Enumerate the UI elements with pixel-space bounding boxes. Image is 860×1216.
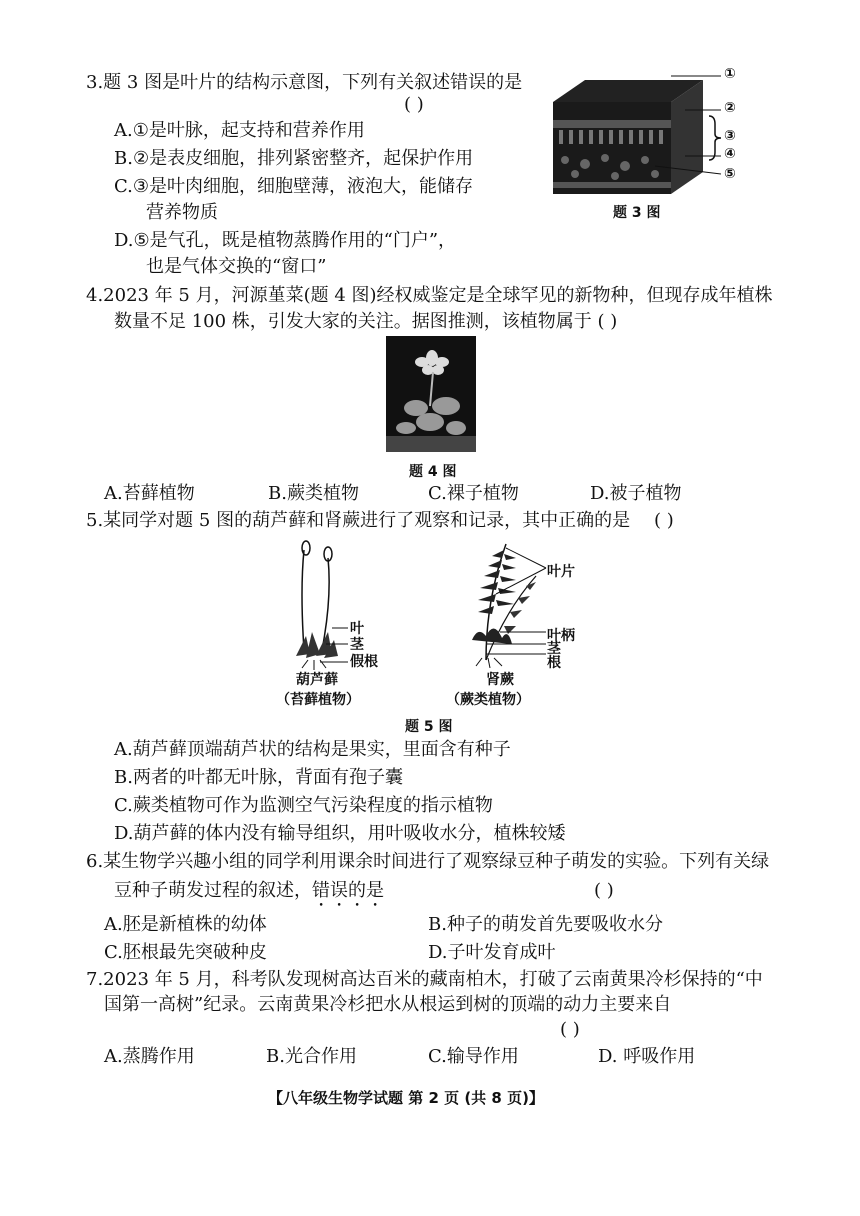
q3-option-d-cont: 也是气体交换的“窗口” (146, 256, 327, 277)
moss-label-stem: 茎 (350, 637, 364, 653)
q6-option-b: B.种子的萌发首先要吸收水分 (428, 914, 663, 935)
fig3-label-5: ⑤ (724, 166, 736, 182)
q6-stem-cont (114, 878, 384, 911)
fern-label-stem: 茎 (547, 641, 561, 657)
q6-answer-paren: ( ) (594, 880, 614, 901)
q6-option-a: A.胚是新植株的幼体 (104, 914, 267, 935)
q5-stem: 5.某同学对题 5 图的葫芦藓和肾蕨进行了观察和记录，其中正确的是 (86, 510, 631, 531)
fern-name: 肾蕨 (486, 672, 514, 688)
q3-answer-paren: ( ) (404, 94, 424, 115)
q6-stem-prefix: 豆种子萌发过程的叙述， (114, 880, 312, 901)
fig5-caption: 题 5 图 (405, 719, 453, 735)
q6-option-d: D.子叶发育成叶 (428, 942, 556, 963)
fern-label-root: 根 (547, 655, 561, 671)
fig3-label-3: ③ (724, 128, 736, 144)
fig4-caption: 题 4 图 (409, 464, 457, 480)
q7-answer-paren: ( ) (560, 1019, 580, 1040)
moss-label-rhizoid: 假根 (350, 654, 378, 670)
q4-stem: 4.2023 年 5 月，河源堇菜(题 4 图)经权威鉴定是全球罕见的新物种，但现存成年植株 (86, 285, 773, 306)
moss-name: 葫芦藓 (296, 672, 338, 688)
q3-option-c-cont: 营养物质 (146, 202, 218, 223)
q3-option-b: B.②是表皮细胞，排列紧密整齐，起保护作用 (114, 148, 474, 169)
q5-answer-paren: ( ) (654, 510, 674, 531)
q3-option-a: A.①是叶脉，起支持和营养作用 (114, 120, 365, 141)
fern-type: （蕨类植物） (446, 692, 530, 708)
q4-option-b: B.蕨类植物 (268, 483, 359, 504)
page-footer: 【八年级生物学试题 第 2 页 (共 8 页)】 (268, 1089, 544, 1107)
q3-option-d: D.⑤是气孔，既是植物蒸腾作用的“门户”， (114, 230, 457, 251)
fig3-label-1: ① (724, 66, 736, 82)
q7-option-a: A.蒸腾作用 (104, 1046, 195, 1067)
fern-figure (456, 540, 552, 668)
q7-stem: 7.2023 年 5 月，科考队发现树高达百米的藏南柏木，打破了云南黄果冷杉保持的“中 (86, 969, 763, 990)
moss-label-leaf: 叶 (350, 621, 364, 637)
q5-option-b: B.两者的叶都无叶脉，背面有孢子囊 (114, 767, 403, 788)
q6-option-c: C.胚根最先突破种皮 (104, 942, 267, 963)
fern-label-blade: 叶片 (547, 564, 575, 580)
fig3-label-4: ④ (724, 146, 736, 162)
q4-option-c: C.裸子植物 (428, 483, 519, 504)
fern-label-petiole: 叶柄 (547, 628, 575, 644)
q7-option-b: B.光合作用 (266, 1046, 357, 1067)
q5-option-c: C.蕨类植物可作为监测空气污染程度的指示植物 (114, 795, 493, 816)
q5-option-d: D.葫芦藓的体内没有输导组织，用叶吸收水分，植株较矮 (114, 823, 566, 844)
q7-stem-cont: 国第一高树”纪录。云南黄果冷杉把水从根运到树的顶端的动力主要来自 (104, 994, 672, 1015)
q5-option-a: A.葫芦藓顶端葫芦状的结构是果实，里面含有种子 (114, 739, 511, 760)
q3-option-c: C.③是叶肉细胞，细胞壁薄，液泡大，能储存 (114, 176, 473, 197)
fig3-label-2: ② (724, 100, 736, 116)
q6-stem: 6.某生物学兴趣小组的同学利用课余时间进行了观察绿豆种子萌发的实验。下列有关绿 (86, 851, 770, 872)
q4-option-a: A.苔藓植物 (104, 483, 195, 504)
fig3-caption: 题 3 图 (613, 205, 661, 221)
q6-emphasis-wrong: 错误的是 (312, 880, 384, 901)
q4-option-d: D.被子植物 (590, 483, 682, 504)
q7-option-d: D. 呼吸作用 (598, 1046, 696, 1067)
leaf-structure-figure (545, 62, 745, 222)
q7-option-c: C.输导作用 (428, 1046, 519, 1067)
moss-type: （苔藓植物） (276, 692, 360, 708)
q3-stem: 3.题 3 图是叶片的结构示意图，下列有关叙述错误的是 (86, 72, 523, 93)
violet-photo (386, 336, 476, 452)
q4-stem-cont: 数量不足 100 株，引发大家的关注。据图推测，该植物属于 ( ) (114, 311, 618, 332)
